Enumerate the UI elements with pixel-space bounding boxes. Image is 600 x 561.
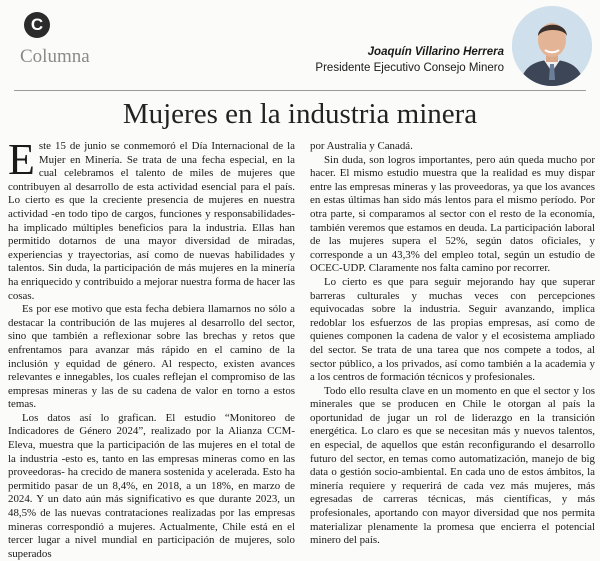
author-portrait-icon <box>512 6 592 86</box>
article-paragraph: por Australia y Canadá. <box>310 140 413 152</box>
section-badge: C <box>24 12 50 38</box>
article-paragraph: Los datos así lo grafican. El estudio “Monitoreo de Indicadores de Género 2024”, realizado por la Alianza CCM-Eleva, muestra que la participación de las mujeres en el total de la industria -esto es, tanto en las empresas mineras como en las proveedoras- ha crecido de manera sostenida y acelerada. Esto ha permitido pasar de un 8,4%, en 2018, a un 18%, en marzo de 2024. Y un dato aún más significativo es que durante 2023, un 48,5% de las nuevas contrataciones realizadas por las empresas mineras correspondió a mujeres. Actualmente, Chile está en el tercer lugar a nivel mundial en participación de mujeres, solo superados <box>8 411 295 560</box>
article-paragraph: Sin duda, son logros importantes, pero aún queda mucho por hacer. El mismo estudio muestra que la realidad es muy dispar entre las empresas mineras y las proveedoras, ya que los avances en estas últimas han sido más lentos para el mismo período. Por otra parte, si comparamos al sector con el resto de la economía, también veremos que estamos en deuda. La participación laboral de las mujeres supera el 52%, según datos oficiales, y corresponde a un 43,3% del empleo total, según un estudio de OCEC-UDP. Claramente nos falta camino por recorrer. <box>310 153 595 275</box>
article-column-left <box>8 135 295 561</box>
section-label: Columna <box>20 46 90 67</box>
article-column-right <box>310 140 595 548</box>
article-paragraph: Lo cierto es que para seguir mejorando hay que superar barreras culturales y muchas veces con percepciones equivocadas sobre la industria. Seguir avanzando, implica redoblar los esfuerzos de las propias empresas, así como de quienes componen la cadena de valor y el ecosistema ampliado del sector. Se trata de una tarea que nos compete a todos, al sector público, a los privados, así como también a la academia y a los centros de formación técnicos y profesionales. <box>310 275 595 384</box>
article-paragraph: Este 15 de junio se conmemoró el Día Internacional de la Mujer en Minería. Se trata de una fecha especial, en la cual celebramos el talento de miles de mujeres que contribuyen al desarrollo de esta actividad esencial para el país. Lo cierto es que la creciente presencia de mujeres en nuestra actividad -en todo tipo de cargos, funciones y responsabilidades- ha implicado múltiples beneficios para la industria. Ellas han permitido dotarnos de una mayor diversidad de miradas, experiencias y trayectorias, así como de nuevas habilidades y talentos. Sin duda, la participación de más mujeres en la minería ha enriquecido y contribuido a mejorar nuestra forma de hacer las cosas. <box>8 135 295 302</box>
article-paragraph: Es por ese motivo que esta fecha debiera llamarnos no sólo a destacar la contribución de las mujeres al desarrollo del sector, sino que también a reflexionar sobre las brechas y retos que enfrentamos para avanzar más rápido en el camino de la inclusión y equidad de género. Al respecto, existen avances relevantes e innegables, los cuales reflejan el compromiso de las empresas mineras y las de su cadena de valor en torno a estos temas. <box>8 303 295 411</box>
article-title: Mujeres en la industria minera <box>122 98 478 130</box>
author-byline <box>315 44 504 76</box>
author-name: Joaquín Villarino Herrera <box>367 46 504 58</box>
header-divider <box>14 90 586 91</box>
drop-cap: E <box>8 135 35 184</box>
author-photo <box>512 6 592 86</box>
author-title: Presidente Ejecutivo Consejo Minero <box>315 62 504 74</box>
article-paragraph: Todo ello resulta clave en un momento en que el sector y los minerales que se producen en Chile le otorgan al país la oportunidad de jugar un rol de liderazgo en la transición energética. Lo claro es que se necesitan más y nuevos talentos, en especial, de aquellos que están reconfigurando el desarrollo futuro del sector, en temas como automatización, manejo de big data o gestión socio-ambiental. En cada uno de estos ámbitos, la minería requiere y requerirá de cada vez más mujeres, más egresadas de carreras técnicas, más científicas, y más profesionales, aportando con mayor diversidad que nos permita materializar plenamente la promesa que encierra el potencial minero del país. <box>310 384 595 547</box>
